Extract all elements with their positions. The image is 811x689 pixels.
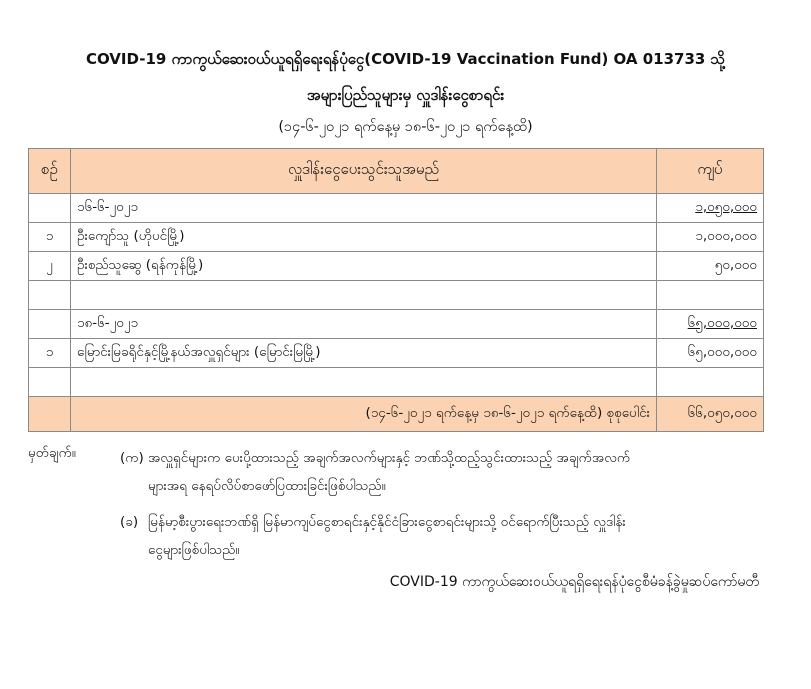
total-row (29, 397, 764, 432)
note-text-continued: များအရ နေရပ်လိပ်စာဖော်ပြထားခြင်းဖြစ်ပါသည်။ (148, 478, 386, 494)
row-amount (657, 281, 764, 310)
row-donor-name: မြောင်းမြခရိုင်နှင့်မြို့နယ်အလှူရှင်များ (မြောင်းမြမြို့) (71, 339, 657, 368)
table-row (29, 223, 764, 252)
table-header-row (29, 149, 764, 194)
row-amount: ၁,၀၀၀,၀၀၀ (657, 223, 764, 252)
row-donor-name (71, 368, 657, 397)
col-header-amount: ကျပ် (657, 149, 764, 194)
row-subtotal: ၆၅,၀၀၀,၀၀၀ (657, 310, 764, 339)
note-marker: (ခ) (120, 514, 139, 530)
row-no (29, 194, 71, 223)
row-amount (657, 368, 764, 397)
committee-signature: COVID-19 ကာကွယ်ဆေးဝယ်ယူရရှိရေးရန်ပုံငွေစီမံခန့်ခွဲမှုဆပ်ကော်မတီ (389, 574, 759, 590)
empty-row (29, 368, 764, 397)
date-row (29, 310, 764, 339)
row-subtotal: ၁,၀၅၀,၀၀၀ (657, 194, 764, 223)
document-title: COVID-19 ကာကွယ်ဆေးဝယ်ယူရရှိရေးရန်ပုံငွေ(COVID-19 Vaccination Fund) OA 013733 သို့ (85, 50, 726, 68)
donation-table (28, 148, 764, 432)
note-marker: (က) (120, 450, 144, 466)
row-no (29, 281, 71, 310)
total-amount: ၆၆,၀၅၀,၀၀၀ (657, 397, 764, 432)
note-text-continued: ငွေများဖြစ်ပါသည်။ (148, 542, 240, 558)
row-amount: ၅၀,၀၀၀ (657, 252, 764, 281)
total-label: (၁၄-၆-၂၀၂၁ ရက်နေ့မှ ၁၈-၆-၂၀၂၁ ရက်နေ့ထိ) စုစုပေါင်း (71, 397, 657, 432)
row-no (29, 368, 71, 397)
row-donor-name: ဦးကျော်သူ (ဟိုပင်မြို့) (71, 223, 657, 252)
table-row (29, 339, 764, 368)
note-text: မြန်မာ့စီးပွားရေးဘဏ်ရှိ မြန်မာကျပ်ငွေစာရင်းနှင့်နိုင်ငံခြားငွေစာရင်းများသို့ ဝင်ရောက်ပြီးသည့် လှူဒါန်း (148, 514, 626, 530)
note-item (120, 444, 765, 500)
empty-row (29, 281, 764, 310)
row-no: ၁ (29, 339, 71, 368)
row-date: ၁၆-၆-၂၀၂၁ (71, 194, 657, 223)
date-row (29, 194, 764, 223)
row-no: ၁ (29, 223, 71, 252)
date-range: (၁၄-၆-၂၀၂၁ ရက်နေ့မှ ၁၈-၆-၂၀၂၁ ရက်နေ့ထိ) (278, 119, 533, 135)
row-amount: ၆၅,၀၀၀,၀၀၀ (657, 339, 764, 368)
note-text: အလှူရှင်များက ပေးပို့ထားသည့် အချက်အလက်များနှင့် ဘဏ်သို့ထည့်သွင်းထားသည့် အချက်အလက် (148, 450, 631, 466)
total-no-cell (29, 397, 71, 432)
row-donor-name: ဦးစည်သူဆွေ (ရန်ကုန်မြို့) (71, 252, 657, 281)
row-no (29, 310, 71, 339)
col-header-name: လှူဒါန်းငွေပေးသွင်းသူအမည် (71, 149, 657, 194)
notes-label: မှတ်ချက်။ (28, 445, 76, 461)
note-item (120, 508, 765, 564)
row-date: ၁၈-၆-၂၀၂၁ (71, 310, 657, 339)
table-row (29, 252, 764, 281)
col-header-no: စဉ် (29, 149, 71, 194)
row-donor-name (71, 281, 657, 310)
document-subtitle: အများပြည်သူများမှ လှူဒါန်းငွေစာရင်း (306, 86, 505, 104)
row-no: ၂ (29, 252, 71, 281)
